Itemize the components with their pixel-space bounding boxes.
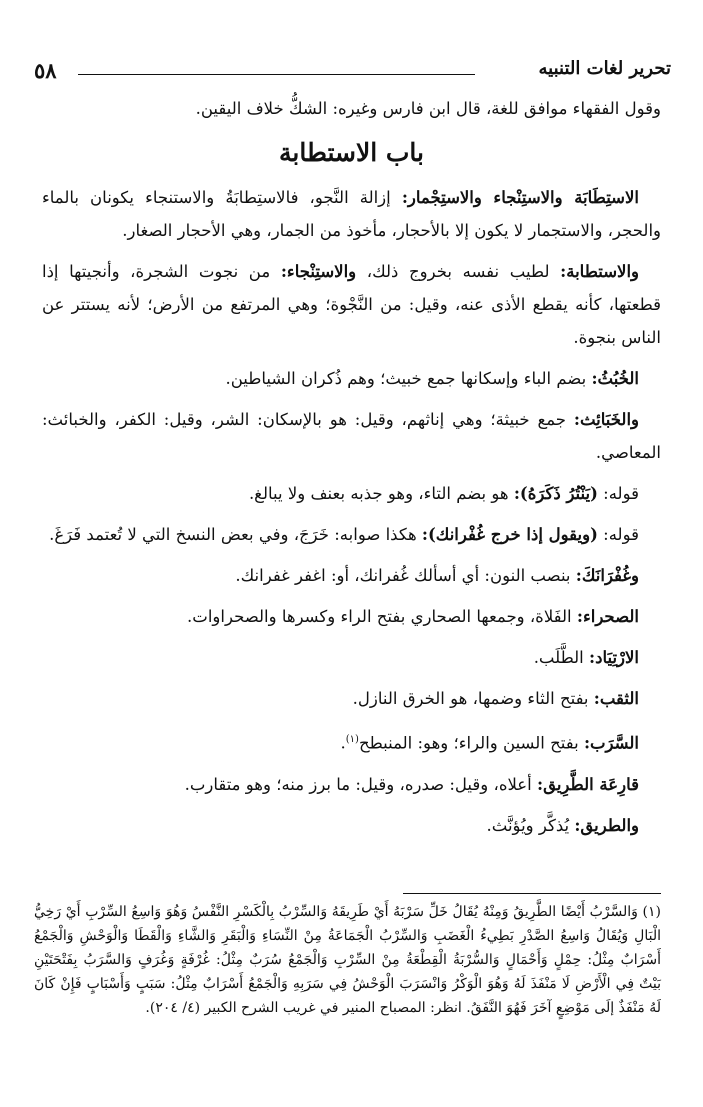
entry-text: الفَلاة، وجمعها الصحاري بفتح الراء وكسرها والصحراوات.: [187, 607, 577, 626]
entry-text: بنصب النون: أي أسألك غُفرانك، أو: اغفر غفرانك.: [235, 566, 576, 585]
entry-istitaba-explained: [42, 255, 661, 354]
entry-text: لطيب نفسه بخروج ذلك،: [356, 262, 561, 281]
entry-term: الثقب:: [593, 689, 639, 708]
entry-text: إزالة النَّجو، فالاستِطابَةُ والاستنجاء يكونان بالماء والحجر، والاستجمار لا يكون إلا بالأحجار، مأخوذ من الجمار، وهي الأحجار الصغار.: [42, 188, 661, 240]
entry-yantur: [42, 477, 661, 510]
entry-lead: قوله:: [597, 525, 639, 544]
entry-term: (ويقول إذا خرج غُفْرانك):: [421, 525, 598, 544]
running-title: تحرير لغات التنبيه: [538, 58, 671, 79]
entry-term: والاستطابة:: [560, 262, 639, 281]
footnote-reference[interactable]: (١): [345, 734, 359, 745]
intro-paragraph: وقول الفقهاء موافق للغة، قال ابن فارس وغيره: الشكُّ خلاف اليقين.: [195, 99, 661, 118]
entry-text: هو بضم التاء، وهو جذبه بعنف ولا يبالغ.: [248, 484, 514, 503]
entry-istitaba: [42, 181, 661, 247]
entry-term: والطريق:: [574, 815, 639, 835]
entry-term: وغُفْرَانَكَ:: [575, 566, 639, 585]
entry-text: بضم الباء وإسكانها جمع خبيث؛ وهم ذُكران الشياطين.: [225, 369, 592, 388]
entry-sahra: [42, 600, 661, 633]
entry-lead: قوله:: [597, 484, 639, 503]
entry-term: الاستِطَابَة والاستِنْجاء والاستِجْمار:: [401, 188, 639, 207]
entry-altariq: [42, 809, 661, 842]
entry-text-secondary: من نجوت الشجرة، وأنجيتها إذا قطعتها، كأنه يقطع الأذى عنه، وقيل: من النَّجْوة؛ وهي المرتفع من الأرض؛ لأنه يستتر عن الناس بنجوة.: [42, 262, 661, 347]
entry-text: أعلاه، وقيل: صدره، وقيل: ما برز منه؛ وهو متقارب.: [184, 774, 537, 794]
entry-term: السَّرَب:: [583, 733, 639, 753]
entry-qariat-altariq: [42, 768, 661, 801]
footnotes: [34, 900, 661, 1020]
entry-text: هكذا صوابه: خَرَجَ، وفي بعض النسخ التي لا تُعتمد فَرَغَ.: [49, 525, 422, 544]
chapter-title: باب الاستطابة: [279, 138, 424, 167]
entry-text-tail: .: [340, 733, 346, 753]
entry-ghufranak-quote: [42, 518, 661, 551]
entry-irtiyad: [42, 641, 661, 674]
entry-khubuth: [42, 362, 661, 395]
entry-sarab: [42, 723, 661, 760]
entry-term: قارِعَة الطَّرِيق:: [536, 774, 639, 794]
entry-term: (يَنْتُرُ ذَكَرَهُ):: [513, 484, 598, 503]
footnote-1: (١) وَالسَّرْبُ أَيْضًا الطَّرِيقُ وَمِنْهُ يُقَالُ خَلِّ سَرْبَهُ أَيْ طَرِيقَهُ وَالسِّرْبُ بِالْكَسْرِ النَّفْسُ وَهُوَ وَاسِعُ السِّرْبِ أَيْ رَخِيُّ الْبَالِ وَيُقَالُ وَاسِعُ الصَّدْرِ بَطِيءُ الْغَضَبِ وَالسِّرْبُ الْجَمَاعَةُ مِنْ النِّسَاءِ وَالْبَقَرِ وَالشَّاءِ وَالْقَطَا وَالْوَحْشِ وَالْجَمْعُ أَسْرَابٌ مِثْلُ: حِمْلٍ وَأَحْمَالٍ وَالسُّرْبَةُ الْقِطْعَةُ مِنْ السِّرْبِ وَالْجَمْعُ سُرَبٌ مِثْلُ: غُرْفَةٍ وَغُرَفٍ وَالسَّرَبُ بِفَتْحَتَيْنِ بَيْتٌ فِي الْأَرْضِ لَا مَنْفَذَ لَهُ وَهُوَ الْوَكْرُ وَانْسَرَبَ الْوَحْشُ فِي سَرَبِهِ وَالْجَمْعُ أَسْرَابٌ مِثْلُ: سَبَبٍ وَأَسْبَابٍ فَإِنْ كَانَ لَهُ مَنْفَذٌ إلَى مَوْضِعٍ آخَرَ فَهُوَ النَّفَقُ. انظر: المصباح المنير في غريب الشرح الكبير (٤/ ٢٠٤).: [34, 904, 661, 1016]
entry-text: الطَّلَب.: [533, 648, 589, 667]
entry-term: الخُبُثُ:: [591, 369, 639, 388]
entry-term: والخَبَائِث:: [573, 410, 639, 429]
entry-text: بفتح السين والراء؛ وهو: المنبطح: [358, 733, 584, 753]
entry-term-secondary: والاستِنْجاء:: [280, 262, 357, 281]
entry-text: بفتح الثاء وضمها، هو الخرق النازل.: [352, 689, 594, 708]
entry-text: جمع خبيثة؛ وهي إناثهم، وقيل: هو بالإسكان: الشر، وقيل: الكفر، والخبائث: المعاصي.: [42, 410, 661, 462]
entry-khabaith: [42, 403, 661, 469]
running-header: [30, 56, 673, 90]
page-number: ٥٨: [34, 58, 57, 83]
entry-text: يُذكَّر ويُؤنَّث.: [486, 815, 575, 835]
entry-term: الصحراء:: [576, 607, 639, 626]
header-rule: [78, 74, 475, 75]
entry-ghufranak: [42, 559, 661, 592]
entry-term: الارْتِيَاد:: [589, 648, 639, 667]
page-body: [42, 92, 661, 850]
entry-thuqb: [42, 682, 661, 715]
footnote-separator: [403, 893, 661, 894]
